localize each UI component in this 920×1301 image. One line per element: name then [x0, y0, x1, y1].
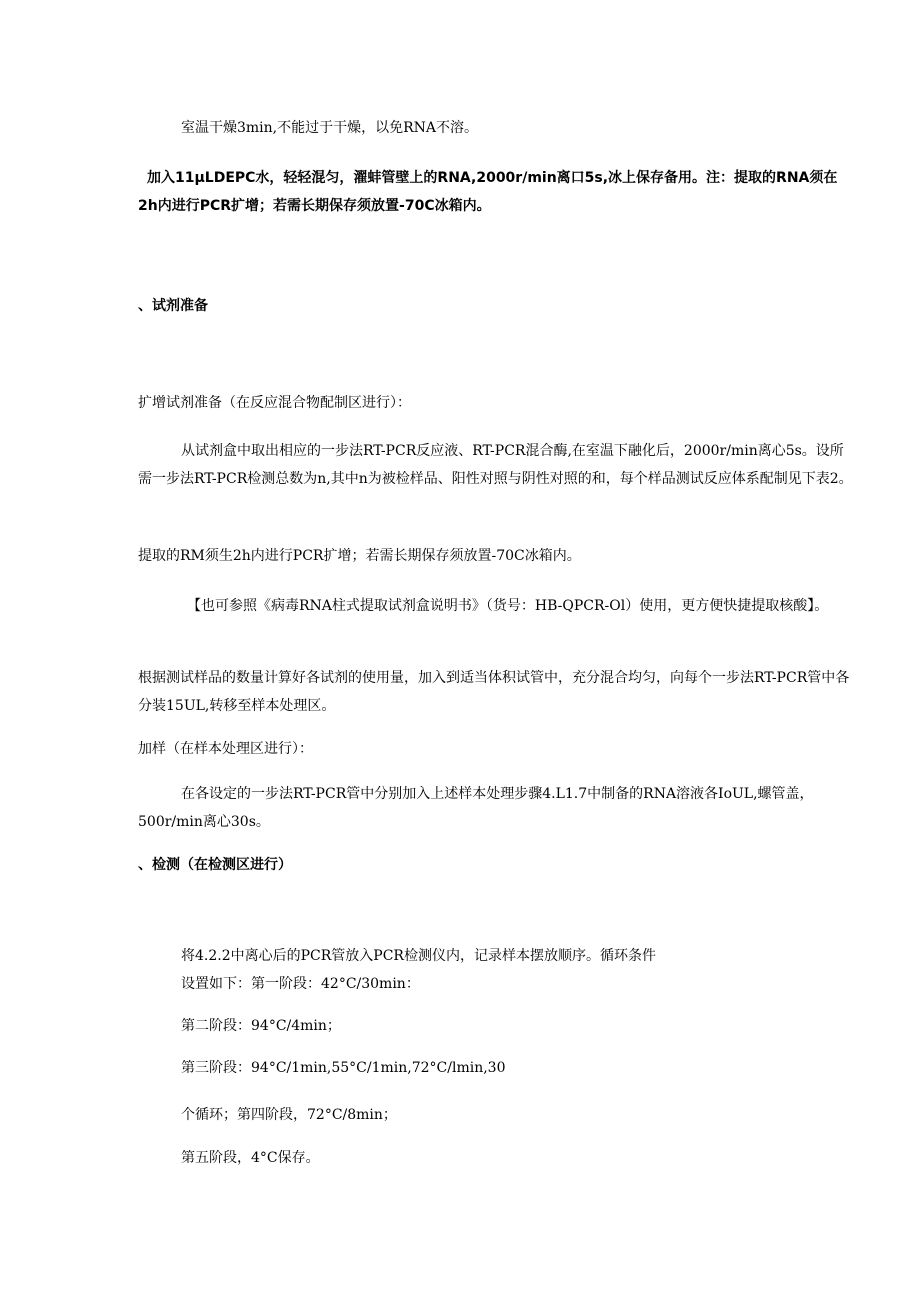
paragraph-amplification-prep: 扩增试剂准备（在反应混合物配制区进行）： [138, 395, 411, 411]
heading-reagent-prep: 、试剂准备 [138, 298, 208, 314]
paragraph-kit-reference: 【也可参照《病毒RNA柱式提取试剂盒说明书》（货号：HB-QPCR-Ol）使用，更方便快捷提取核酸】。 [187, 598, 829, 614]
paragraph-stage-three: 第三阶段：94°C/1min,55°C/1min,72°C/lmin,30 [181, 1060, 506, 1076]
paragraph-dissolve-rna: 加入11μLDEPC水，轻轻混匀，濯蚌管壁上的RNA,2000r/min离口5s,冰上保存备用。注：提取的RNA须在2h内进行PCR扩增；若需长期保存须放置-70C冰箱内。 [138, 170, 838, 214]
paragraph-add-sample: 在各设定的一步法RT-PCR管中分别加入上述样本处理步骤4.L1.7中制备的RNA溶液各IoUL,螺管盖，500r/min离心30s。 [138, 786, 814, 830]
heading-detection: 、检测（在检测区进行） [138, 857, 292, 873]
paragraph-stage-four: 个循环；第四阶段，72°C/8min； [181, 1107, 397, 1123]
paragraph-reagent-kit: 从试剂盒中取出相应的一步法RT-PCR反应液、RT-PCR混合酶,在室温下融化后，2000r/min离心5s。设所需一步法RT-PCR检测总数为n,其中n为被检样品、阳性对照与阴性对照的和，每个样品测试反应体系配制见下表2。 [138, 443, 853, 487]
paragraph-stage-one: 设置如下：第一阶段：42°C/30min： [181, 976, 420, 992]
paragraph-rm-storage: 提取的RM须生2h内进行PCR扩增；若需长期保存须放置-70C冰箱内。 [138, 548, 581, 564]
paragraph-stage-two: 第二阶段：94°C/4min； [181, 1018, 341, 1034]
paragraph-dispense: 根据测试样品的数量计算好各试剂的使用量，加入到适当体积试管中，充分混合均匀，向每个一步法RT-PCR管中各分装15UL,转移至样本处理区。 [138, 670, 850, 714]
paragraph-drying: 室温干燥3min,不能过于干燥，以免RNA不溶。 [181, 120, 479, 136]
paragraph-cycle-intro: 将4.2.2中离心后的PCR管放入PCR检测仪内，记录样本摆放顺序。循环条件 [181, 948, 656, 964]
paragraph-add-sample-heading: 加样（在样本处理区进行）： [138, 741, 313, 757]
paragraph-stage-five: 第五阶段，4°C保存。 [181, 1150, 320, 1166]
